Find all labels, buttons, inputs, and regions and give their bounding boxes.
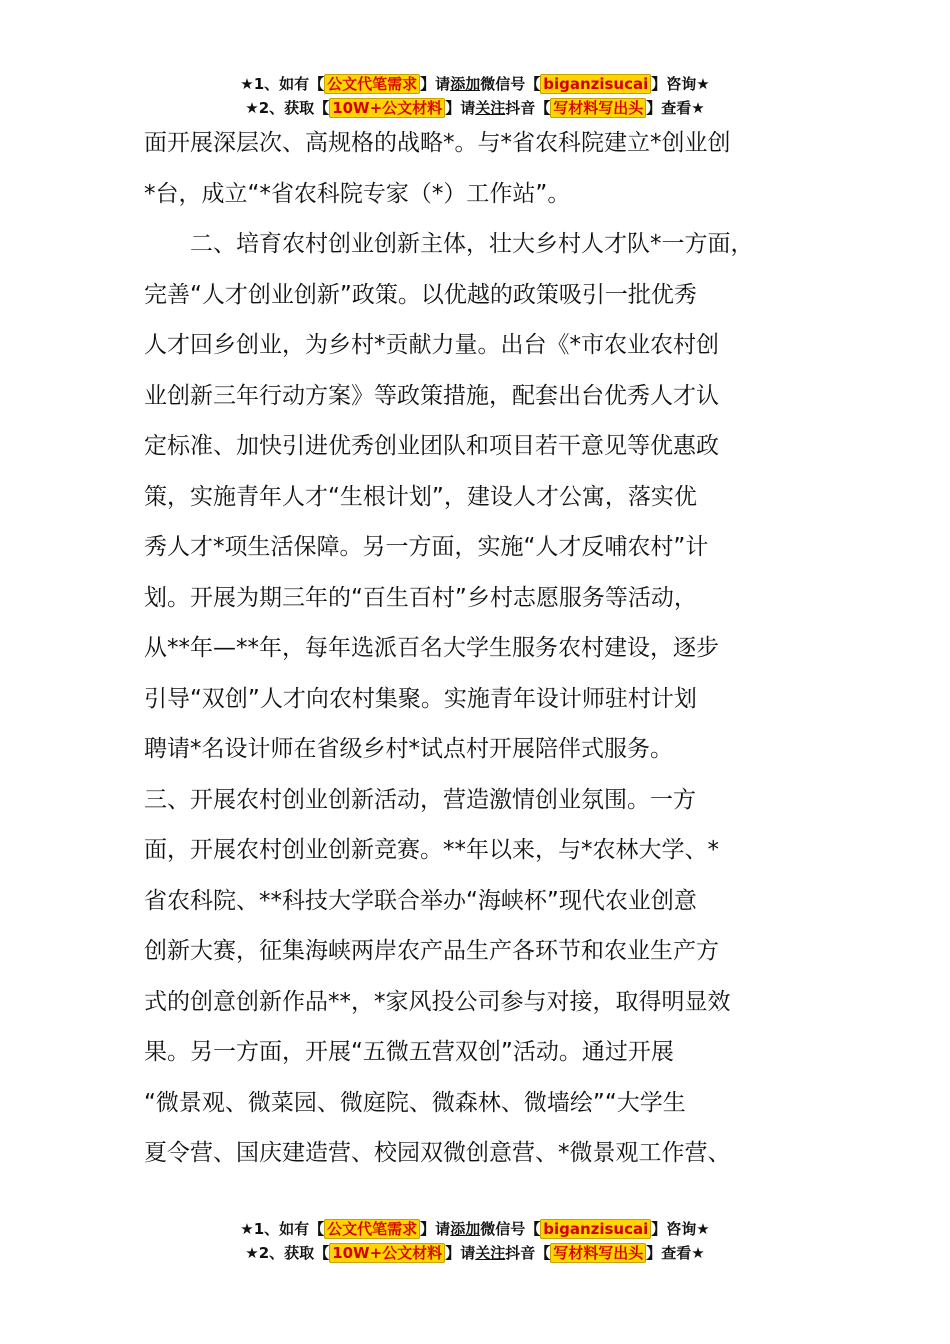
document-body (144, 118, 844, 1179)
body-line: 式的创意创新作品**，*家风投公司参与对接，取得明显效 (144, 988, 731, 1015)
body-line: 创新大赛，征集海峡两岸农产品生产各环节和农业生产方 (144, 938, 719, 964)
banner-text: 】请 (420, 75, 451, 93)
banner-text: ★2、获取【 (245, 99, 330, 117)
highlight-badge: biganzisucai (540, 74, 651, 94)
highlight-badge: 写材料写出头 (550, 98, 646, 118)
header-banner (0, 72, 950, 120)
body-line: 从**年—**年，每年选派百名大学生服务农村建设，逐步 (144, 635, 719, 661)
banner-text: 微信号【 (480, 1220, 541, 1238)
body-line: 业创新三年行动方案》等政策措施，配套出台优秀人才认 (144, 382, 719, 409)
highlight-badge: 10W+公文材料 (329, 1243, 445, 1263)
banner-text: 微信号【 (480, 75, 541, 93)
banner-line-2 (0, 1241, 950, 1265)
body-line: “微景观、微菜园、微庭院、微森林、微墙绘”“大学生 (144, 1089, 686, 1116)
body-line: 划。开展为期三年的“百生百村”乡村志愿服务等活动， (144, 584, 697, 611)
banner-text: ★1、如有【 (240, 75, 325, 93)
body-line: 引导“双创”人才向农村集聚。实施青年设计师驻村计划 (144, 685, 697, 712)
footer-banner (0, 1217, 950, 1265)
body-line: 面，开展农村创业创新竞赛。**年以来，与*农林大学、* (144, 837, 719, 863)
banner-line-1 (0, 72, 950, 96)
banner-text: 】请 (420, 1220, 451, 1238)
body-line: 秀人才*项生活保障。另一方面，实施“人才反哺农村”计 (144, 534, 709, 560)
banner-text: 】请 (445, 1244, 476, 1262)
body-line: 完善“人才创业创新”政策。以优越的政策吸引一批优秀 (144, 281, 697, 308)
highlight-badge: 10W+公文材料 (329, 98, 445, 118)
body-line: 三、开展农村创业创新活动，营造激情创业氛围。一方 (144, 786, 696, 813)
body-line: *台，成立“*省农科院专家（*）工作站”。 (144, 180, 571, 207)
body-line: 果。另一方面，开展“五微五营双创”活动。通过开展 (144, 1039, 674, 1065)
banner-text: 】查看★ (646, 99, 705, 117)
highlight-badge: 写材料写出头 (550, 1243, 646, 1263)
banner-text: 抖音【 (505, 99, 551, 117)
banner-text: 】查看★ (646, 1244, 705, 1262)
body-line: 面开展深层次、高规格的战略*。与*省农科院建立*创业创 (144, 130, 731, 156)
body-line: 聘请*名设计师在省级乡村*试点村开展陪伴式服务。 (144, 736, 673, 762)
body-line: 二、培育农村创业创新主体，壮大乡村人才队*一方面， (190, 231, 754, 257)
body-line: 人才回乡创业，为乡村*贡献力量。出台《*市农业农村创 (144, 332, 719, 358)
body-line: 定标准、加快引进优秀创业团队和项目若干意见等优惠政 (144, 433, 719, 459)
body-line: 省农科院、**科技大学联合举办“海峡杯”现代农业创意 (144, 887, 697, 914)
banner-text: 】咨询★ (651, 1220, 710, 1238)
banner-text: 】请 (445, 99, 476, 117)
banner-underline-text: 关注 (475, 1244, 506, 1262)
banner-underline-text: 添加 (450, 1220, 481, 1238)
banner-text: 抖音【 (505, 1244, 551, 1262)
highlight-badge: 公文代笔需求 (324, 1219, 420, 1239)
banner-text: 】咨询★ (651, 75, 710, 93)
body-line: 策，实施青年人才“生根计划”，建设人才公寓，落实优 (144, 483, 697, 510)
banner-line-1 (0, 1217, 950, 1241)
highlight-badge: 公文代笔需求 (324, 74, 420, 94)
banner-underline-text: 关注 (475, 99, 506, 117)
banner-underline-text: 添加 (450, 75, 481, 93)
banner-text: ★1、如有【 (240, 1220, 325, 1238)
highlight-badge: biganzisucai (540, 1219, 651, 1239)
body-line: 夏令营、国庆建造营、校园双微创意营、*微景观工作营、 (144, 1140, 731, 1166)
banner-line-2 (0, 96, 950, 120)
banner-text: ★2、获取【 (245, 1244, 330, 1262)
